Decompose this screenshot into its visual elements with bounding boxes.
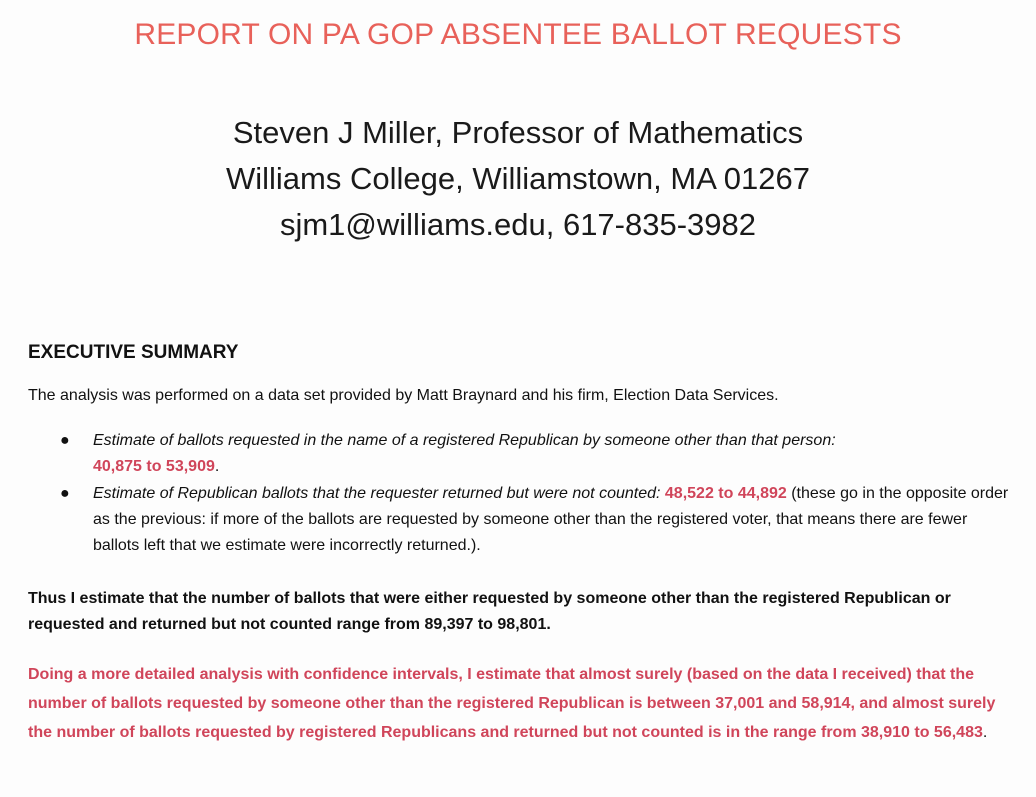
detailed-analysis-text: Doing a more detailed analysis with confidence intervals, I estimate that almost surely (based on the data I received) that the number of ballots requested by someone other than the registered Republican is between 37,001 and 58,914, and almost surely the number of ballots requested by registered Republicans and returned but not counted is in the range from 38,910 to 56,483	[28, 666, 996, 741]
bullet-suffix: .	[214, 458, 220, 475]
author-institution-line: Williams College, Williamstown, MA 01267	[225, 161, 811, 196]
intro-paragraph: The analysis was performed on a data set provided by Matt Braynard and his firm, Election Data Services.	[28, 387, 779, 404]
executive-summary-heading: EXECUTIVE SUMMARY	[28, 342, 239, 363]
bullet-value: 48,522 to 44,892	[664, 485, 787, 502]
detailed-analysis-paragraph	[28, 660, 1013, 747]
estimate-list	[60, 428, 1010, 560]
report-title: REPORT ON PA GOP ABSENTEE BALLOT REQUESTS	[134, 18, 902, 51]
bullet-dot-icon: ●	[60, 485, 70, 502]
bullet-label: Estimate of ballots requested in the name of a registered Republican by someone other than that person:	[93, 432, 836, 449]
author-name-line: Steven J Miller, Professor of Mathematics	[232, 115, 804, 150]
author-contact-line: sjm1@williams.edu, 617-835-3982	[279, 207, 757, 242]
bullet-label: Estimate of Republican ballots that the requester returned but were not counted:	[93, 485, 661, 502]
bullet-value: 40,875 to 53,909	[93, 458, 215, 475]
list-item	[60, 481, 1010, 559]
summary-paragraph: Thus I estimate that the number of ballots that were either requested by someone other than the registered Republican or requested and returned but not counted range from 89,397 to 98,801.	[28, 590, 951, 633]
bullet-dot-icon: ●	[60, 432, 70, 449]
bullet-suffix: (these go in the opposite order as the previous: if more of the ballots are requested by someone other than the registered voter, that means there are fewer ballots left that we estimate were incorrectly returned.).	[93, 485, 1009, 554]
list-item	[60, 428, 1010, 480]
author-block	[0, 110, 1036, 248]
detailed-analysis-suffix: .	[982, 724, 988, 741]
